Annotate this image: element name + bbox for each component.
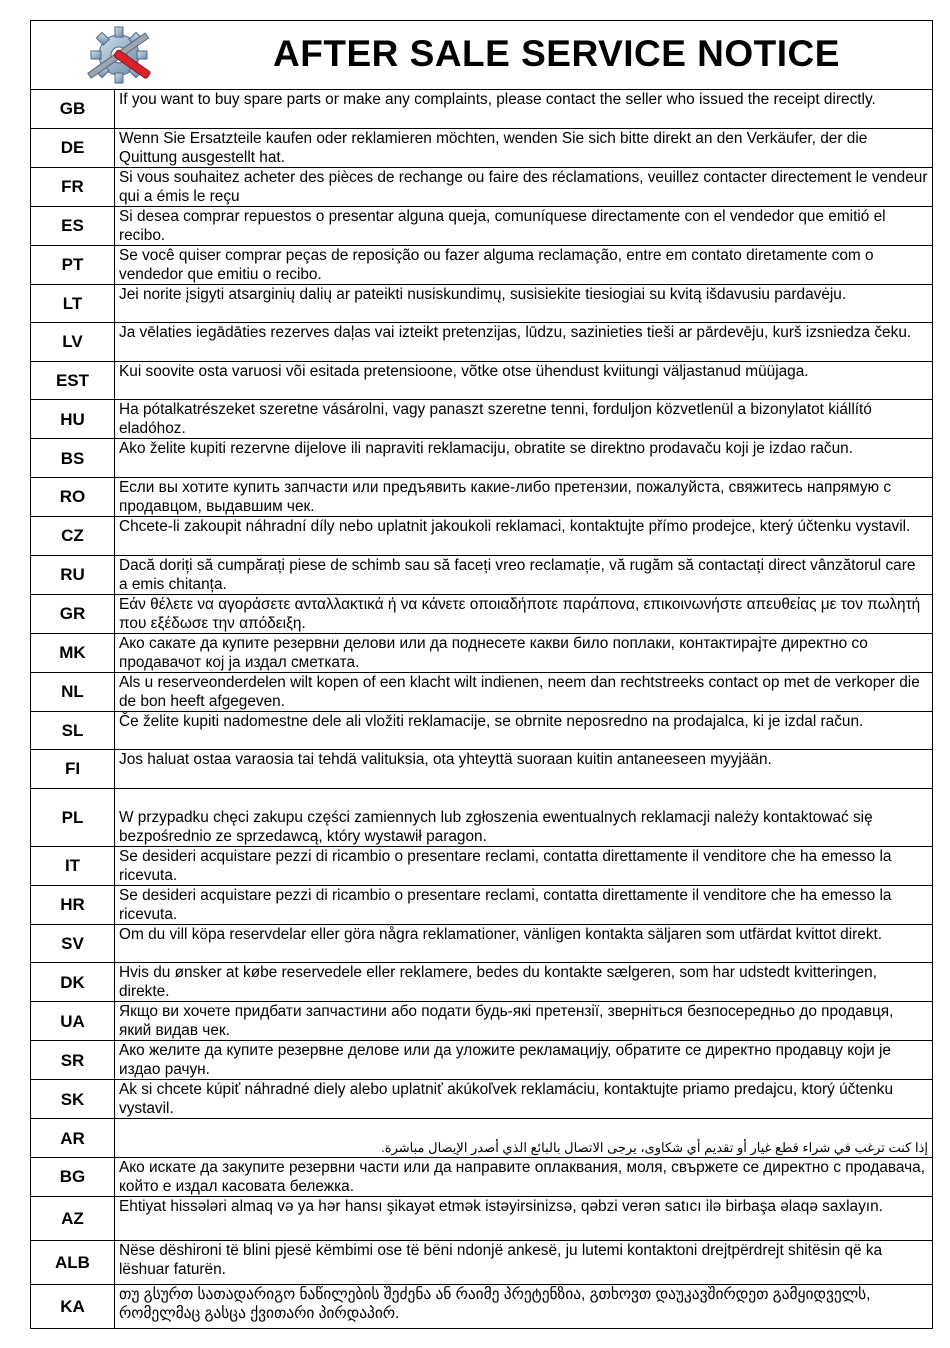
- notice-text: Si vous souhaitez acheter des pièces de rechange ou faire des réclamations, veuillez contacter directement le vendeur qui a émis le reçu: [115, 167, 933, 206]
- notice-page: [30, 20, 933, 1329]
- notice-text: Ehtiyat hissələri almaq və ya hər hansı şikayət etmək istəyirsinizsə, qəbzi verən satıcı ilə birbaşa əlaqə saxlayın.: [115, 1196, 933, 1240]
- table-row: [31, 750, 933, 789]
- notice-text: Ak si chcete kúpiť náhradné diely alebo uplatniť akúkoľvek reklamáciu, kontaktujte priamo predajcu, ktorý účtenku vystavil.: [115, 1080, 933, 1119]
- notice-text: Wenn Sie Ersatzteile kaufen oder reklamieren möchten, wenden Sie sich bitte direkt an den Verkäufer, der die Quittung ausgestellt hat.: [115, 128, 933, 167]
- notice-text: Если вы хотите купить запчасти или предъявить какие-либо претензии, пожалуйста, свяжитесь напрямую с продавцом, выдавшим чек.: [115, 477, 933, 516]
- language-code: LV: [31, 323, 115, 362]
- language-code: KA: [31, 1284, 115, 1328]
- language-code: BS: [31, 439, 115, 478]
- notice-text: If you want to buy spare parts or make any complaints, please contact the seller who issued the receipt directly.: [115, 90, 933, 129]
- table-row: [31, 633, 933, 672]
- notice-text: Ako želite kupiti rezervne dijelove ili napraviti reklamaciju, obratite se direktno prodavaču koji je izdao račun.: [115, 439, 933, 478]
- notice-text: Ако желите да купите резервне делове или да уложите рекламацију, обратите се директно продавцу који је издао рачун.: [115, 1041, 933, 1080]
- notice-text: Kui soovite osta varuosi või esitada pretensioone, võtke otse ühendust kviitungi väljastanud müüjaga.: [115, 361, 933, 400]
- table-row: [31, 1196, 933, 1240]
- table-row: [31, 245, 933, 284]
- language-code: SV: [31, 924, 115, 963]
- table-row: [31, 516, 933, 555]
- notice-title: AFTER SALE SERVICE NOTICE: [273, 33, 840, 74]
- language-code: SR: [31, 1041, 115, 1080]
- table-row: [31, 594, 933, 633]
- notice-text: Jei norite įsigyti atsarginių dalių ar pateikti nusiskundimų, susisiekite tiesiogiai su kvitą išdavusiu pardavėju.: [115, 284, 933, 323]
- notice-text: Si desea comprar repuestos o presentar alguna queja, comuníquese directamente con el vendedor que emitió el recibo.: [115, 206, 933, 245]
- table-row: [31, 1080, 933, 1119]
- notice-text: Chcete-li zakoupit náhradní díly nebo uplatnit jakoukoli reklamaci, kontaktujte přímo prodejce, který účtenku vystavil.: [115, 516, 933, 555]
- table-row: [31, 1002, 933, 1041]
- language-table: [30, 89, 933, 1329]
- notice-text: W przypadku chęci zakupu części zamiennych lub zgłoszenia ewentualnych reklamacji należy kontaktować się bezpośrednio ze sprzedawcą, który wystawił paragon.: [115, 788, 933, 846]
- table-row: [31, 128, 933, 167]
- notice-text: Ja vēlaties iegādāties rezerves daļas vai izteikt pretenzijas, lūdzu, sazinieties tieši ar pārdevēju, kurš izsniedza čeku.: [115, 323, 933, 362]
- table-row: [31, 206, 933, 245]
- notice-text: Als u reserveonderdelen wilt kopen of een klacht wilt indienen, neem dan rechtstreeks contact op met de verkoper die de bon heeft afgegeven.: [115, 672, 933, 711]
- notice-text: Se desideri acquistare pezzi di ricambio o presentare reclami, contatta direttamente il venditore che ha emesso la ricevuta.: [115, 885, 933, 924]
- language-code: AR: [31, 1119, 115, 1158]
- table-row: [31, 284, 933, 323]
- notice-text: Εάν θέλετε να αγοράσετε ανταλλακτικά ή να κάνετε οποιαδήποτε παράπονα, επικοινωνήστε απευθείας με τον πωλητή που εξέδωσε την απόδειξη.: [115, 594, 933, 633]
- table-row: [31, 1157, 933, 1196]
- notice-text: Hvis du ønsker at købe reservedele eller reklamere, bedes du kontakte sælgeren, som har udstedt kvitteringen, direkte.: [115, 963, 933, 1002]
- language-code: EST: [31, 361, 115, 400]
- language-code: DK: [31, 963, 115, 1002]
- table-row: [31, 924, 933, 963]
- language-code: UA: [31, 1002, 115, 1041]
- notice-text: Ако искате да закупите резервни части или да направите оплаквания, моля, свържете се директно с продавача, който е издал касовата бележка.: [115, 1157, 933, 1196]
- language-code: SL: [31, 711, 115, 750]
- notice-text: Jos haluat ostaa varaosia tai tehdä valituksia, ota yhteyttä suoraan kuitin antaneeseen myyjään.: [115, 750, 933, 789]
- table-row: [31, 1284, 933, 1328]
- notice-text: Se você quiser comprar peças de reposição ou fazer alguma reclamação, entre em contato diretamente com o vendedor que emitiu o recibo.: [115, 245, 933, 284]
- table-row: [31, 439, 933, 478]
- table-row: [31, 555, 933, 594]
- language-code: GB: [31, 90, 115, 129]
- table-row: [31, 400, 933, 439]
- table-row: [31, 711, 933, 750]
- notice-text: თუ გსურთ სათადარიგო ნაწილების შეძენა ან რაიმე პრეტენზია, გთხოვთ დაუკავშირდეთ გამყიდველს, რომელმაც გასცა ქვითარი პირდაპირ.: [115, 1284, 933, 1328]
- table-row: [31, 167, 933, 206]
- language-code: FI: [31, 750, 115, 789]
- table-row: [31, 788, 933, 846]
- notice-text: Nëse dëshironi të blini pjesë këmbimi ose të bëni ndonjë ankesë, ju lutemi kontaktoni drejtpërdrejt shitësin që ka lëshuar faturën.: [115, 1240, 933, 1284]
- table-row: [31, 361, 933, 400]
- language-code: DE: [31, 128, 115, 167]
- notice-text: Dacă doriți să cumpărați piese de schimb sau să faceți vreo reclamație, vă rugăm să contactați direct vânzătorul care a emis chitanța.: [115, 555, 933, 594]
- notice-header: [30, 20, 933, 89]
- language-code: BG: [31, 1157, 115, 1196]
- language-code: MK: [31, 633, 115, 672]
- table-row: [31, 885, 933, 924]
- language-code: AZ: [31, 1196, 115, 1240]
- notice-text: Če želite kupiti nadomestne dele ali vložiti reklamacije, se obrnite neposredno na prodajalca, ki je izdal račun.: [115, 711, 933, 750]
- language-code: GR: [31, 594, 115, 633]
- notice-text: Se desideri acquistare pezzi di ricambio o presentare reclami, contatta direttamente il venditore che ha emesso la ricevuta.: [115, 846, 933, 885]
- language-code: ALB: [31, 1240, 115, 1284]
- notice-text: Якщо ви хочете придбати запчастини або подати будь-які претензії, зверніться безпосередньо до продавця, який видав чек.: [115, 1002, 933, 1041]
- notice-text: Ако сакате да купите резервни делови или да поднесете какви било поплаки, контактирајте директно со продавачот кој ја издал сметката.: [115, 633, 933, 672]
- language-code: PT: [31, 245, 115, 284]
- language-code: RO: [31, 477, 115, 516]
- table-row: [31, 1119, 933, 1158]
- language-code: ES: [31, 206, 115, 245]
- table-row: [31, 672, 933, 711]
- table-row: [31, 846, 933, 885]
- table-row: [31, 963, 933, 1002]
- language-code: HU: [31, 400, 115, 439]
- notice-text: إذا كنت ترغب في شراء قطع غيار أو تقديم أي شكاوى، يرجى الاتصال بالبائع الذي أصدر الإيصال مباشرة.: [115, 1119, 933, 1158]
- notice-text: Om du vill köpa reservdelar eller göra några reklamationer, vänligen kontakta säljaren som utfärdat kvittot direkt.: [115, 924, 933, 963]
- language-code: HR: [31, 885, 115, 924]
- language-code: RU: [31, 555, 115, 594]
- notice-text: Ha pótalkatrészeket szeretne vásárolni, vagy panaszt szeretne tenni, forduljon közvetlenül a bizonylatot kiállító eladóhoz.: [115, 400, 933, 439]
- table-row: [31, 477, 933, 516]
- table-row: [31, 1240, 933, 1284]
- table-row: [31, 323, 933, 362]
- table-row: [31, 1041, 933, 1080]
- language-code: NL: [31, 672, 115, 711]
- language-code: LT: [31, 284, 115, 323]
- language-code: PL: [31, 788, 115, 846]
- table-row: [31, 90, 933, 129]
- language-code: IT: [31, 846, 115, 885]
- language-code: CZ: [31, 516, 115, 555]
- language-code: FR: [31, 167, 115, 206]
- language-code: SK: [31, 1080, 115, 1119]
